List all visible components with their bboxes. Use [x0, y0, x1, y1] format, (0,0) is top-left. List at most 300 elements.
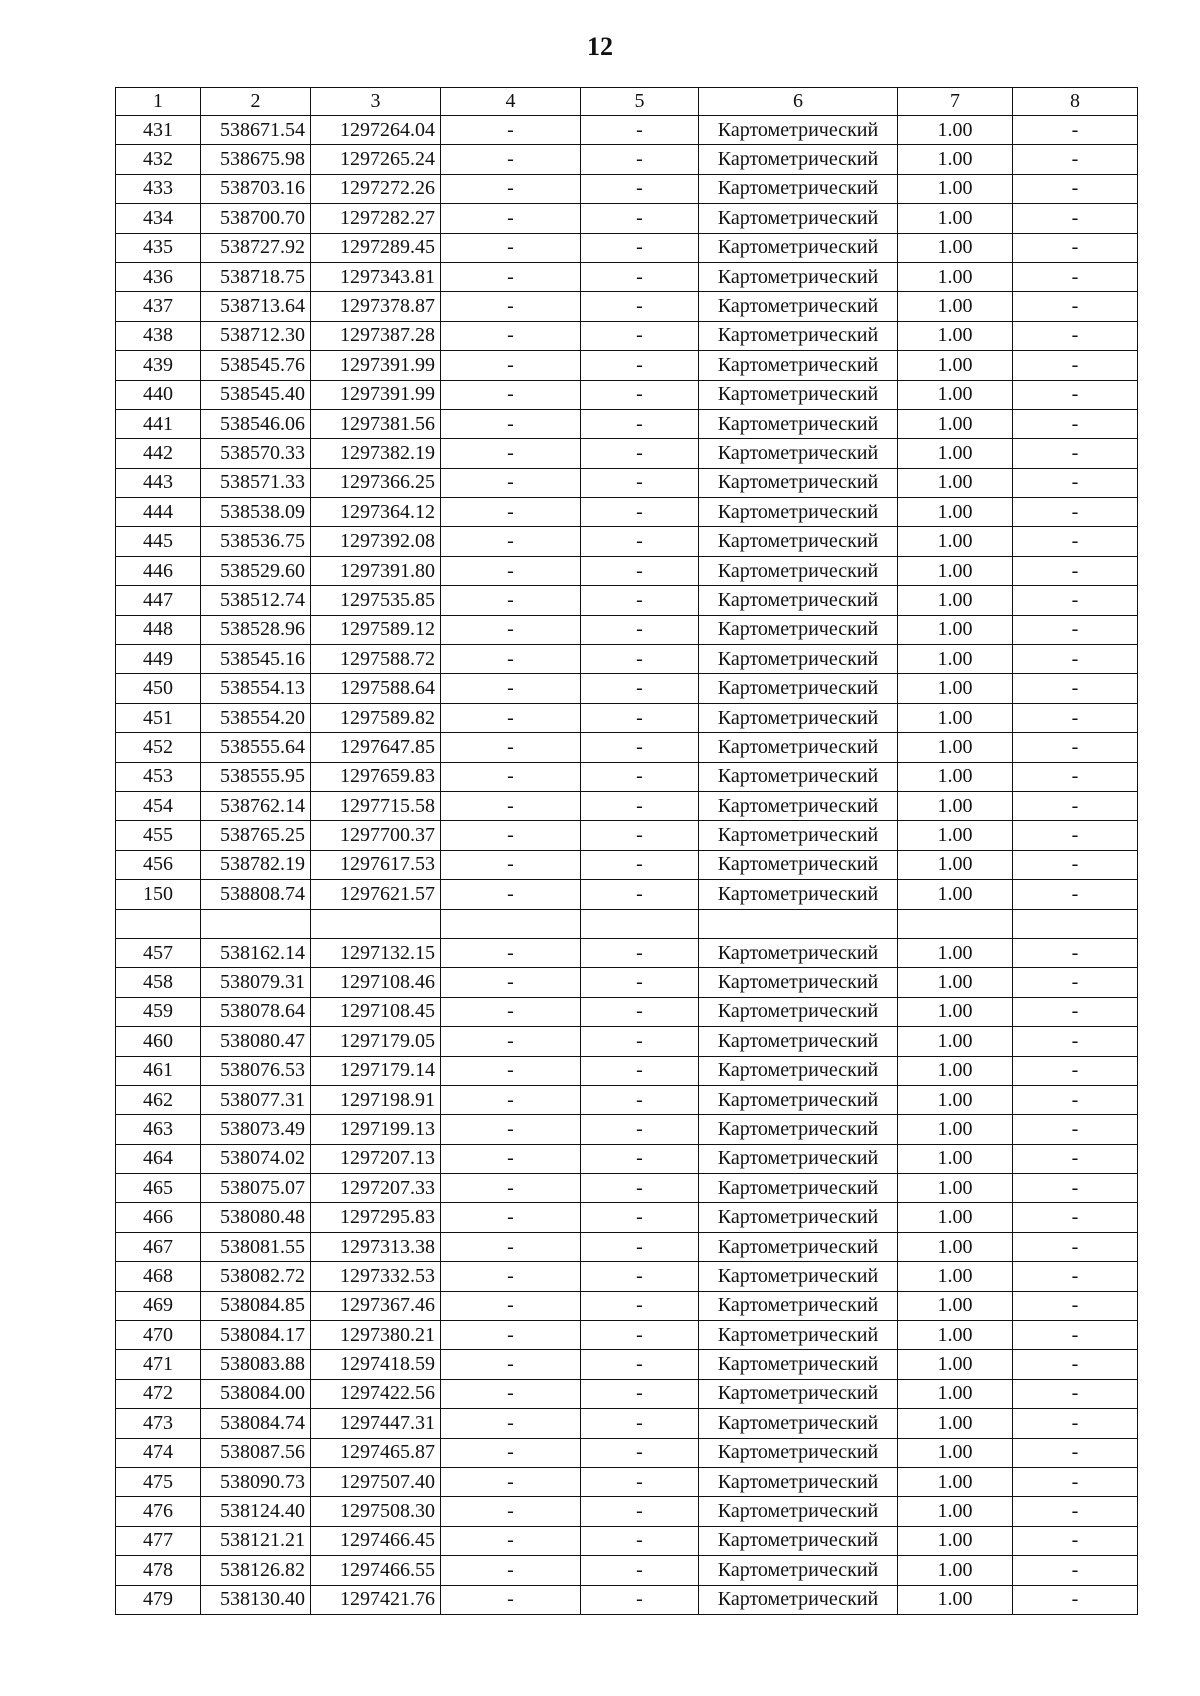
point-number-cell: 450 — [116, 674, 201, 703]
column-5-cell: - — [581, 1321, 699, 1350]
column-4-cell: - — [441, 351, 581, 380]
column-4-cell: - — [441, 1467, 581, 1496]
y-coordinate-cell: 1297535.85 — [311, 586, 441, 615]
x-coordinate-cell: 538528.96 — [201, 615, 311, 644]
table-row — [116, 850, 1138, 879]
column-5-cell: - — [581, 1262, 699, 1291]
point-number-cell: 474 — [116, 1438, 201, 1467]
column-8-cell: - — [1013, 409, 1138, 438]
table-row — [116, 1321, 1138, 1350]
method-cell: Картометрический — [699, 145, 898, 174]
table-row — [116, 204, 1138, 233]
y-coordinate-cell: 1297589.12 — [311, 615, 441, 644]
column-4-cell: - — [441, 409, 581, 438]
accuracy-cell: 1.00 — [898, 1526, 1013, 1555]
table-row — [116, 556, 1138, 585]
accuracy-cell: 1.00 — [898, 1203, 1013, 1232]
method-cell: Картометрический — [699, 1409, 898, 1438]
column-8-cell: - — [1013, 1350, 1138, 1379]
y-coordinate-cell: 1297421.76 — [311, 1585, 441, 1614]
column-8-cell: - — [1013, 1203, 1138, 1232]
method-cell: Картометрический — [699, 1174, 898, 1203]
x-coordinate-cell: 538130.40 — [201, 1585, 311, 1614]
column-8-cell: - — [1013, 116, 1138, 145]
y-coordinate-cell: 1297198.91 — [311, 1085, 441, 1114]
accuracy-cell: 1.00 — [898, 1115, 1013, 1144]
column-4-cell: - — [441, 1144, 581, 1173]
method-cell: Картометрический — [699, 1115, 898, 1144]
x-coordinate-cell: 538536.75 — [201, 527, 311, 556]
table-row — [116, 351, 1138, 380]
point-number-cell: 444 — [116, 498, 201, 527]
y-coordinate-cell: 1297132.15 — [311, 938, 441, 967]
x-coordinate-cell: 538073.49 — [201, 1115, 311, 1144]
method-cell: Картометрический — [699, 116, 898, 145]
point-number-cell: 436 — [116, 262, 201, 291]
point-number-cell: 452 — [116, 733, 201, 762]
point-number-cell: 445 — [116, 527, 201, 556]
column-8-cell: - — [1013, 556, 1138, 585]
column-4-cell: - — [441, 1203, 581, 1232]
y-coordinate-cell: 1297391.80 — [311, 556, 441, 585]
column-5-cell: - — [581, 468, 699, 497]
column-5-cell: - — [581, 938, 699, 967]
column-5-cell: - — [581, 1526, 699, 1555]
accuracy-cell: 1.00 — [898, 733, 1013, 762]
column-4-cell: - — [441, 498, 581, 527]
accuracy-cell: 1.00 — [898, 233, 1013, 262]
accuracy-cell: 1.00 — [898, 527, 1013, 556]
column-4-cell: - — [441, 1379, 581, 1408]
x-coordinate-cell: 538081.55 — [201, 1232, 311, 1261]
table-row — [116, 1056, 1138, 1085]
method-cell: Картометрический — [699, 174, 898, 203]
page-number: 12 — [587, 32, 613, 61]
column-4-cell: - — [441, 1232, 581, 1261]
method-cell: Картометрический — [699, 262, 898, 291]
accuracy-cell: 1.00 — [898, 174, 1013, 203]
y-coordinate-cell: 1297381.56 — [311, 409, 441, 438]
x-coordinate-cell: 538124.40 — [201, 1497, 311, 1526]
point-number-cell — [116, 909, 201, 938]
column-5-cell: - — [581, 1409, 699, 1438]
table-row — [116, 174, 1138, 203]
point-number-cell: 433 — [116, 174, 201, 203]
x-coordinate-cell: 538546.06 — [201, 409, 311, 438]
column-5-cell: - — [581, 498, 699, 527]
accuracy-cell: 1.00 — [898, 204, 1013, 233]
column-4-cell: - — [441, 762, 581, 791]
column-4-cell: - — [441, 1115, 581, 1144]
column-5-cell: - — [581, 292, 699, 321]
column-header: 2 — [201, 88, 311, 116]
table-row — [116, 733, 1138, 762]
column-8-cell: - — [1013, 821, 1138, 850]
column-header: 5 — [581, 88, 699, 116]
x-coordinate-cell: 538545.16 — [201, 645, 311, 674]
y-coordinate-cell: 1297108.45 — [311, 997, 441, 1026]
x-coordinate-cell: 538126.82 — [201, 1556, 311, 1585]
table-row — [116, 1585, 1138, 1614]
method-cell: Картометрический — [699, 321, 898, 350]
table-row — [116, 1438, 1138, 1467]
x-coordinate-cell: 538084.00 — [201, 1379, 311, 1408]
point-number-cell: 455 — [116, 821, 201, 850]
method-cell: Картометрический — [699, 1056, 898, 1085]
method-cell: Картометрический — [699, 615, 898, 644]
x-coordinate-cell: 538700.70 — [201, 204, 311, 233]
column-8-cell: - — [1013, 586, 1138, 615]
method-cell: Картометрический — [699, 938, 898, 967]
point-number-cell: 434 — [116, 204, 201, 233]
x-coordinate-cell: 538075.07 — [201, 1174, 311, 1203]
x-coordinate-cell: 538538.09 — [201, 498, 311, 527]
table-row — [116, 938, 1138, 967]
method-cell: Картометрический — [699, 498, 898, 527]
column-8-cell: - — [1013, 1056, 1138, 1085]
accuracy-cell: 1.00 — [898, 791, 1013, 820]
point-number-cell: 454 — [116, 791, 201, 820]
y-coordinate-cell: 1297289.45 — [311, 233, 441, 262]
point-number-cell: 432 — [116, 145, 201, 174]
point-number-cell: 440 — [116, 380, 201, 409]
column-4-cell: - — [441, 145, 581, 174]
column-4-cell: - — [441, 380, 581, 409]
accuracy-cell: 1.00 — [898, 556, 1013, 585]
x-coordinate-cell: 538078.64 — [201, 997, 311, 1026]
method-cell: Картометрический — [699, 1556, 898, 1585]
point-number-cell: 473 — [116, 1409, 201, 1438]
point-number-cell: 468 — [116, 1262, 201, 1291]
point-number-cell: 150 — [116, 880, 201, 909]
table-row — [116, 1262, 1138, 1291]
x-coordinate-cell: 538555.64 — [201, 733, 311, 762]
table-row — [116, 1174, 1138, 1203]
table-row — [116, 880, 1138, 909]
x-coordinate-cell: 538712.30 — [201, 321, 311, 350]
accuracy-cell: 1.00 — [898, 1438, 1013, 1467]
method-cell: Картометрический — [699, 1379, 898, 1408]
column-4-cell: - — [441, 1056, 581, 1085]
column-5-cell: - — [581, 762, 699, 791]
accuracy-cell: 1.00 — [898, 116, 1013, 145]
point-number-cell: 469 — [116, 1291, 201, 1320]
method-cell: Картометрический — [699, 1585, 898, 1614]
column-8-cell: - — [1013, 262, 1138, 291]
table-row — [116, 997, 1138, 1026]
y-coordinate-cell: 1297313.38 — [311, 1232, 441, 1261]
y-coordinate-cell: 1297199.13 — [311, 1115, 441, 1144]
column-8-cell: - — [1013, 380, 1138, 409]
column-header: 6 — [699, 88, 898, 116]
method-cell: Картометрический — [699, 439, 898, 468]
column-8-cell: - — [1013, 1144, 1138, 1173]
y-coordinate-cell: 1297108.46 — [311, 968, 441, 997]
point-number-cell: 457 — [116, 938, 201, 967]
column-5-cell: - — [581, 703, 699, 732]
x-coordinate-cell: 538718.75 — [201, 262, 311, 291]
accuracy-cell: 1.00 — [898, 1291, 1013, 1320]
column-4-cell: - — [441, 1409, 581, 1438]
accuracy-cell: 1.00 — [898, 586, 1013, 615]
table-row — [116, 116, 1138, 145]
column-5-cell: - — [581, 586, 699, 615]
column-5-cell: - — [581, 380, 699, 409]
column-8-cell: - — [1013, 968, 1138, 997]
table-row — [116, 645, 1138, 674]
table-row — [116, 1526, 1138, 1555]
point-number-cell: 467 — [116, 1232, 201, 1261]
accuracy-cell: 1.00 — [898, 1321, 1013, 1350]
column-5-cell: - — [581, 174, 699, 203]
column-5-cell: - — [581, 645, 699, 674]
column-8-cell: - — [1013, 1291, 1138, 1320]
accuracy-cell: 1.00 — [898, 615, 1013, 644]
column-8-cell: - — [1013, 645, 1138, 674]
method-cell: Картометрический — [699, 1291, 898, 1320]
table-row — [116, 262, 1138, 291]
column-4-cell: - — [441, 292, 581, 321]
accuracy-cell: 1.00 — [898, 821, 1013, 850]
point-number-cell: 466 — [116, 1203, 201, 1232]
column-header: 7 — [898, 88, 1013, 116]
column-5-cell: - — [581, 1467, 699, 1496]
x-coordinate-cell: 538090.73 — [201, 1467, 311, 1496]
column-5-cell: - — [581, 262, 699, 291]
table-row — [116, 1497, 1138, 1526]
column-8-cell: - — [1013, 1115, 1138, 1144]
x-coordinate-cell: 538083.88 — [201, 1350, 311, 1379]
method-cell: Картометрический — [699, 204, 898, 233]
method-cell: Картометрический — [699, 968, 898, 997]
method-cell: Картометрический — [699, 1085, 898, 1114]
column-4-cell: - — [441, 1350, 581, 1379]
y-coordinate-cell: 1297264.04 — [311, 116, 441, 145]
table-row — [116, 527, 1138, 556]
column-5-cell: - — [581, 116, 699, 145]
method-cell: Картометрический — [699, 1497, 898, 1526]
column-5-cell: - — [581, 1027, 699, 1056]
column-5-cell: - — [581, 1379, 699, 1408]
method-cell: Картометрический — [699, 762, 898, 791]
column-4-cell: - — [441, 674, 581, 703]
accuracy-cell: 1.00 — [898, 262, 1013, 291]
column-5-cell: - — [581, 968, 699, 997]
x-coordinate-cell: 538762.14 — [201, 791, 311, 820]
column-4-cell: - — [441, 997, 581, 1026]
table-row — [116, 233, 1138, 262]
y-coordinate-cell: 1297508.30 — [311, 1497, 441, 1526]
column-8-cell: - — [1013, 527, 1138, 556]
table-row — [116, 1115, 1138, 1144]
column-5-cell — [581, 909, 699, 938]
point-number-cell: 451 — [116, 703, 201, 732]
column-8-cell: - — [1013, 850, 1138, 879]
column-8-cell: - — [1013, 1379, 1138, 1408]
method-cell: Картометрический — [699, 1438, 898, 1467]
accuracy-cell: 1.00 — [898, 351, 1013, 380]
y-coordinate-cell: 1297659.83 — [311, 762, 441, 791]
y-coordinate-cell: 1297422.56 — [311, 1379, 441, 1408]
y-coordinate-cell: 1297447.31 — [311, 1409, 441, 1438]
point-number-cell: 479 — [116, 1585, 201, 1614]
accuracy-cell: 1.00 — [898, 1262, 1013, 1291]
method-cell: Картометрический — [699, 292, 898, 321]
point-number-cell: 462 — [116, 1085, 201, 1114]
column-8-cell: - — [1013, 204, 1138, 233]
y-coordinate-cell: 1297588.72 — [311, 645, 441, 674]
table-row — [116, 1556, 1138, 1585]
point-number-cell: 439 — [116, 351, 201, 380]
y-coordinate-cell: 1297207.33 — [311, 1174, 441, 1203]
column-4-cell: - — [441, 174, 581, 203]
x-coordinate-cell: 538554.20 — [201, 703, 311, 732]
table-row — [116, 1467, 1138, 1496]
accuracy-cell: 1.00 — [898, 1174, 1013, 1203]
method-cell: Картометрический — [699, 1203, 898, 1232]
column-header: 4 — [441, 88, 581, 116]
column-5-cell: - — [581, 1203, 699, 1232]
y-coordinate-cell: 1297378.87 — [311, 292, 441, 321]
x-coordinate-cell: 538074.02 — [201, 1144, 311, 1173]
y-coordinate-cell: 1297382.19 — [311, 439, 441, 468]
x-coordinate-cell: 538529.60 — [201, 556, 311, 585]
table-header-row — [116, 88, 1138, 116]
accuracy-cell: 1.00 — [898, 321, 1013, 350]
column-8-cell: - — [1013, 292, 1138, 321]
x-coordinate-cell: 538703.16 — [201, 174, 311, 203]
accuracy-cell: 1.00 — [898, 1409, 1013, 1438]
column-8-cell: - — [1013, 145, 1138, 174]
y-coordinate-cell: 1297700.37 — [311, 821, 441, 850]
accuracy-cell: 1.00 — [898, 498, 1013, 527]
accuracy-cell: 1.00 — [898, 468, 1013, 497]
accuracy-cell: 1.00 — [898, 380, 1013, 409]
accuracy-cell: 1.00 — [898, 645, 1013, 674]
y-coordinate-cell: 1297392.08 — [311, 527, 441, 556]
y-coordinate-cell: 1297332.53 — [311, 1262, 441, 1291]
point-number-cell: 458 — [116, 968, 201, 997]
column-8-cell: - — [1013, 733, 1138, 762]
column-5-cell: - — [581, 145, 699, 174]
column-4-cell: - — [441, 703, 581, 732]
column-4-cell: - — [441, 1438, 581, 1467]
y-coordinate-cell: 1297617.53 — [311, 850, 441, 879]
table-row — [116, 1232, 1138, 1261]
column-8-cell: - — [1013, 1556, 1138, 1585]
table-row — [116, 292, 1138, 321]
table-row — [116, 1379, 1138, 1408]
point-number-cell: 443 — [116, 468, 201, 497]
point-number-cell: 478 — [116, 1556, 201, 1585]
column-8-cell: - — [1013, 1526, 1138, 1555]
y-coordinate-cell: 1297207.13 — [311, 1144, 441, 1173]
column-8-cell: - — [1013, 1232, 1138, 1261]
x-coordinate-cell: 538545.76 — [201, 351, 311, 380]
table-row — [116, 1291, 1138, 1320]
column-8-cell: - — [1013, 1174, 1138, 1203]
accuracy-cell: 1.00 — [898, 703, 1013, 732]
accuracy-cell: 1.00 — [898, 1585, 1013, 1614]
method-cell: Картометрический — [699, 380, 898, 409]
column-4-cell: - — [441, 1262, 581, 1291]
column-5-cell: - — [581, 527, 699, 556]
method-cell: Картометрический — [699, 791, 898, 820]
column-4-cell: - — [441, 880, 581, 909]
table-body — [116, 116, 1138, 1615]
y-coordinate-cell: 1297380.21 — [311, 1321, 441, 1350]
x-coordinate-cell — [201, 909, 311, 938]
x-coordinate-cell: 538084.74 — [201, 1409, 311, 1438]
point-number-cell: 465 — [116, 1174, 201, 1203]
table-row — [116, 1350, 1138, 1379]
column-4-cell: - — [441, 527, 581, 556]
column-5-cell: - — [581, 791, 699, 820]
method-cell: Картометрический — [699, 586, 898, 615]
x-coordinate-cell: 538084.85 — [201, 1291, 311, 1320]
column-4-cell: - — [441, 1085, 581, 1114]
method-cell: Картометрический — [699, 527, 898, 556]
method-cell: Картометрический — [699, 233, 898, 262]
y-coordinate-cell: 1297465.87 — [311, 1438, 441, 1467]
x-coordinate-cell: 538082.72 — [201, 1262, 311, 1291]
column-5-cell: - — [581, 409, 699, 438]
method-cell: Картометрический — [699, 1027, 898, 1056]
point-number-cell: 438 — [116, 321, 201, 350]
method-cell: Картометрический — [699, 674, 898, 703]
column-5-cell: - — [581, 321, 699, 350]
column-5-cell: - — [581, 821, 699, 850]
column-5-cell: - — [581, 1585, 699, 1614]
column-4-cell: - — [441, 1174, 581, 1203]
accuracy-cell: 1.00 — [898, 292, 1013, 321]
method-cell — [699, 909, 898, 938]
column-4-cell: - — [441, 468, 581, 497]
table-row — [116, 674, 1138, 703]
column-4-cell: - — [441, 645, 581, 674]
column-8-cell: - — [1013, 233, 1138, 262]
method-cell: Картометрический — [699, 733, 898, 762]
column-8-cell: - — [1013, 1262, 1138, 1291]
column-8-cell: - — [1013, 703, 1138, 732]
point-number-cell: 453 — [116, 762, 201, 791]
point-number-cell: 471 — [116, 1350, 201, 1379]
method-cell: Картометрический — [699, 351, 898, 380]
column-5-cell: - — [581, 1556, 699, 1585]
table-row — [116, 439, 1138, 468]
column-5-cell: - — [581, 439, 699, 468]
table-row — [116, 321, 1138, 350]
x-coordinate-cell: 538545.40 — [201, 380, 311, 409]
column-4-cell: - — [441, 850, 581, 879]
column-4-cell: - — [441, 1497, 581, 1526]
x-coordinate-cell: 538570.33 — [201, 439, 311, 468]
table-row — [116, 791, 1138, 820]
table-row — [116, 1085, 1138, 1114]
method-cell: Картометрический — [699, 1144, 898, 1173]
column-header: 1 — [116, 88, 201, 116]
accuracy-cell: 1.00 — [898, 674, 1013, 703]
column-4-cell: - — [441, 615, 581, 644]
column-8-cell: - — [1013, 1438, 1138, 1467]
column-4-cell: - — [441, 791, 581, 820]
y-coordinate-cell: 1297391.99 — [311, 380, 441, 409]
y-coordinate-cell: 1297265.24 — [311, 145, 441, 174]
column-5-cell: - — [581, 233, 699, 262]
column-4-cell: - — [441, 204, 581, 233]
column-8-cell: - — [1013, 880, 1138, 909]
x-coordinate-cell: 538782.19 — [201, 850, 311, 879]
